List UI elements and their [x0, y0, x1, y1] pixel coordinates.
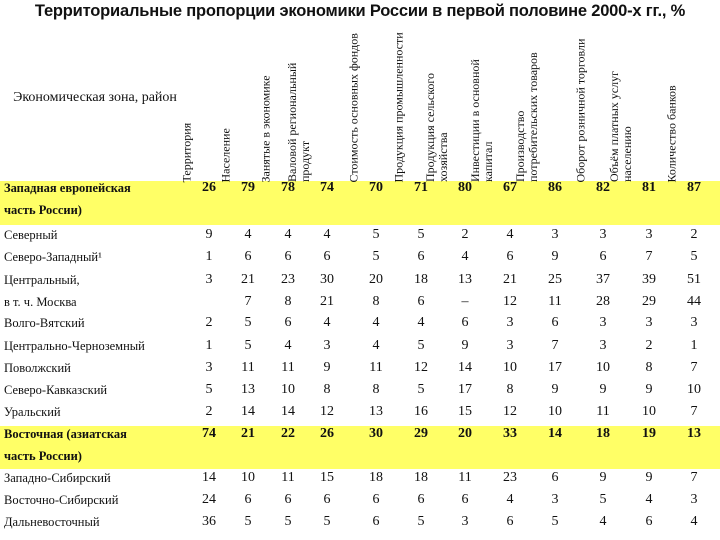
table-cell: 11	[596, 404, 610, 419]
table-cell: 1	[205, 338, 213, 353]
table-cell: 4	[690, 514, 698, 529]
column-header-label: Занятые в экономике	[258, 74, 273, 182]
table-cell: 11	[281, 360, 295, 375]
table-cell: 3	[599, 227, 607, 242]
table-cell: 6	[551, 470, 559, 485]
table-cell: 3	[506, 315, 514, 330]
table-cell: 23	[503, 470, 517, 485]
table-cell: 79	[241, 180, 255, 195]
table-cell: 82	[596, 180, 610, 195]
table-cell: 9	[599, 382, 607, 397]
column-header-label: Стоимость основных фондов	[346, 32, 361, 182]
table-cell: 74	[202, 426, 216, 441]
table-cell: 9	[323, 360, 331, 375]
table-cell: 20	[458, 426, 472, 441]
table-cell: 4	[645, 492, 653, 507]
table-cell: 2	[461, 227, 469, 242]
table-cell: 3	[690, 492, 698, 507]
table-cell: 21	[503, 272, 517, 287]
table-cell: 4	[417, 315, 425, 330]
table-cell: 3	[461, 514, 469, 529]
table-cell: 6	[417, 294, 425, 309]
table-cell: 20	[369, 272, 383, 287]
table-cell: 23	[281, 272, 295, 287]
table-cell: 22	[281, 426, 295, 441]
table-cell: 2	[645, 338, 653, 353]
table-cell: 10	[596, 360, 610, 375]
table-cell: 4	[323, 315, 331, 330]
table-cell: 6	[244, 249, 252, 264]
column-header-label: Территория	[179, 122, 194, 182]
table-cell: 4	[323, 227, 331, 242]
zone-column-header: Экономическая зона, район	[13, 90, 177, 105]
table-cell: 5	[599, 492, 607, 507]
table-cell: 5	[690, 249, 698, 264]
table-cell: 44	[687, 294, 701, 309]
row-label: Поволжский	[4, 361, 71, 375]
table-cell: 3	[599, 315, 607, 330]
row-label: в т. ч. Москва	[4, 295, 77, 309]
column-header-label: Инвестиции в основной капитал	[468, 59, 495, 182]
table-cell: 3	[690, 315, 698, 330]
table-cell: 11	[369, 360, 383, 375]
row-label: Северо-Кавказский	[4, 383, 108, 397]
table-cell: 10	[281, 382, 295, 397]
table-cell: 3	[599, 338, 607, 353]
table-cell: 9	[645, 470, 653, 485]
table-cell: 5	[244, 338, 252, 353]
table-cell: 5	[372, 227, 380, 242]
table-cell: 4	[244, 227, 252, 242]
table-cell: 6	[645, 514, 653, 529]
table-cell: 5	[417, 338, 425, 353]
table-cell: 87	[687, 180, 701, 195]
table-cell: 14	[241, 404, 255, 419]
table-cell: 4	[599, 514, 607, 529]
row-label: часть России)	[4, 203, 82, 217]
table-cell: 6	[372, 514, 380, 529]
table-cell: 12	[503, 404, 517, 419]
table-cell: 5	[417, 514, 425, 529]
table-cell: 6	[461, 492, 469, 507]
table-cell: 10	[642, 404, 656, 419]
table-cell: 14	[281, 404, 295, 419]
table-cell: 11	[241, 360, 255, 375]
table-cell: 15	[320, 470, 334, 485]
table-cell: 6	[323, 249, 331, 264]
column-header-label: Валовой региональный продукт	[285, 62, 312, 182]
table-cell: 4	[284, 338, 292, 353]
row-label: Западно-Сибирский	[4, 471, 111, 485]
table-cell: 13	[241, 382, 255, 397]
table-cell: 13	[458, 272, 472, 287]
page-title: Территориальные пропорции экономики России в первой половине 2000-х гг., %	[34, 2, 686, 20]
table-cell: 39	[642, 272, 656, 287]
table-cell: 74	[320, 180, 334, 195]
table-cell: 8	[372, 294, 380, 309]
row-label: Центральный,	[4, 273, 80, 287]
table-cell: 3	[645, 315, 653, 330]
table-cell: 5	[417, 382, 425, 397]
table-cell: 4	[372, 338, 380, 353]
table-cell: 6	[372, 492, 380, 507]
table-cell: 17	[458, 382, 472, 397]
table-cell: 78	[281, 180, 295, 195]
table-cell: 7	[551, 338, 559, 353]
row-label: Восточно-Сибирский	[4, 493, 119, 507]
table-cell: 6	[417, 249, 425, 264]
table-cell: 3	[506, 338, 514, 353]
table-cell: 9	[461, 338, 469, 353]
table-cell: 25	[548, 272, 562, 287]
table-cell: 9	[599, 470, 607, 485]
column-header-label: Продукция промышленности	[391, 31, 406, 182]
table-cell: 13	[687, 426, 701, 441]
table-cell: 7	[244, 294, 252, 309]
column-header-label: Производство потребительских товаров	[513, 52, 540, 182]
table-cell: 10	[503, 360, 517, 375]
table-cell: 19	[642, 426, 656, 441]
table-cell: 4	[461, 249, 469, 264]
table-cell: 4	[506, 227, 514, 242]
table-cell: 29	[642, 294, 656, 309]
table-cell: 6	[461, 315, 469, 330]
table-cell: 5	[205, 382, 213, 397]
table-cell: 30	[369, 426, 383, 441]
table-cell: 12	[320, 404, 334, 419]
table-cell: 4	[284, 227, 292, 242]
table-cell: 67	[503, 180, 517, 195]
table-cell: 51	[687, 272, 701, 287]
row-label: Северный	[4, 228, 58, 242]
table-cell: 36	[202, 514, 216, 529]
table-cell: 24	[202, 492, 216, 507]
column-header-label: Население	[218, 127, 233, 182]
row-label: Центрально-Черноземный	[4, 339, 145, 353]
column-header-label: Количество банков	[664, 84, 679, 182]
row-label: Волго-Вятский	[4, 316, 85, 330]
table-cell: 9	[551, 249, 559, 264]
table-cell: 71	[414, 180, 428, 195]
table-cell: 26	[320, 426, 334, 441]
table-cell: 18	[414, 470, 428, 485]
table-cell: 3	[205, 272, 213, 287]
table-cell: 18	[369, 470, 383, 485]
table-cell: 5	[551, 514, 559, 529]
table-cell: 7	[645, 249, 653, 264]
row-label: Северо-Западный¹	[4, 250, 102, 264]
table-cell: 5	[323, 514, 331, 529]
table-cell: 16	[414, 404, 428, 419]
table-cell: 14	[548, 426, 562, 441]
column-header-label: Объём платных услуг населению	[607, 71, 634, 182]
row-label: Восточная (азиатская	[4, 427, 127, 441]
table-cell: 6	[284, 315, 292, 330]
table-cell: 9	[645, 382, 653, 397]
table-cell: 70	[369, 180, 383, 195]
table-cell: 30	[320, 272, 334, 287]
table-cell: 2	[205, 404, 213, 419]
table-cell: 3	[551, 492, 559, 507]
table-cell: 29	[414, 426, 428, 441]
table-cell: 9	[205, 227, 213, 242]
table-cell: 10	[241, 470, 255, 485]
table-cell: 5	[372, 249, 380, 264]
table-cell: 2	[690, 227, 698, 242]
table-cell: 8	[284, 294, 292, 309]
table-cell: 14	[458, 360, 472, 375]
table-cell: 28	[596, 294, 610, 309]
table-cell: 15	[458, 404, 472, 419]
table-cell: 11	[548, 294, 562, 309]
table-cell: 37	[596, 272, 610, 287]
table-cell: 21	[241, 272, 255, 287]
table-cell: 5	[244, 315, 252, 330]
table-cell: 10	[687, 382, 701, 397]
table-cell: 6	[599, 249, 607, 264]
table-cell: 10	[548, 404, 562, 419]
table-cell: 3	[645, 227, 653, 242]
table-cell: 6	[244, 492, 252, 507]
table-cell: 8	[372, 382, 380, 397]
table-cell: 11	[458, 470, 472, 485]
table-cell: 26	[202, 180, 216, 195]
table-cell: 4	[372, 315, 380, 330]
table-cell: 12	[503, 294, 517, 309]
column-header-label: Оборот розничной торговли	[573, 38, 588, 182]
table-cell: 1	[205, 249, 213, 264]
table-cell: 14	[202, 470, 216, 485]
table-cell: 3	[551, 227, 559, 242]
table-cell: 81	[642, 180, 656, 195]
table-cell: 7	[690, 404, 698, 419]
table-cell: 9	[551, 382, 559, 397]
table-cell: 17	[548, 360, 562, 375]
table-cell: 4	[506, 492, 514, 507]
table-cell: 2	[205, 315, 213, 330]
table-cell: 6	[506, 514, 514, 529]
table-cell: 8	[506, 382, 514, 397]
table-cell: 6	[323, 492, 331, 507]
row-label: Дальневосточный	[4, 515, 100, 529]
table-cell: 3	[323, 338, 331, 353]
table-cell: 21	[320, 294, 334, 309]
table-cell: 18	[596, 426, 610, 441]
row-label: Западная европейская	[4, 181, 131, 195]
table-cell: 6	[284, 492, 292, 507]
table-cell: 13	[369, 404, 383, 419]
table-cell: 12	[414, 360, 428, 375]
table-cell: 86	[548, 180, 562, 195]
table-cell: 1	[690, 338, 698, 353]
table-cell: 11	[281, 470, 295, 485]
table-cell: 8	[323, 382, 331, 397]
table-cell: 8	[645, 360, 653, 375]
table-cell: 6	[417, 492, 425, 507]
row-label: часть России)	[4, 449, 82, 463]
table-cell: –	[461, 294, 469, 309]
table-cell: 5	[244, 514, 252, 529]
table-cell: 7	[690, 470, 698, 485]
table-cell: 3	[205, 360, 213, 375]
table-cell: 6	[506, 249, 514, 264]
table-cell: 33	[503, 426, 517, 441]
table-cell: 18	[414, 272, 428, 287]
row-label: Уральский	[4, 405, 61, 419]
table-cell: 5	[284, 514, 292, 529]
column-header-label: Продукция сельского хозяйства	[423, 72, 450, 182]
table-cell: 7	[690, 360, 698, 375]
table-cell: 5	[417, 227, 425, 242]
table-cell: 21	[241, 426, 255, 441]
table-cell: 80	[458, 180, 472, 195]
table-cell: 6	[284, 249, 292, 264]
table-cell: 6	[551, 315, 559, 330]
